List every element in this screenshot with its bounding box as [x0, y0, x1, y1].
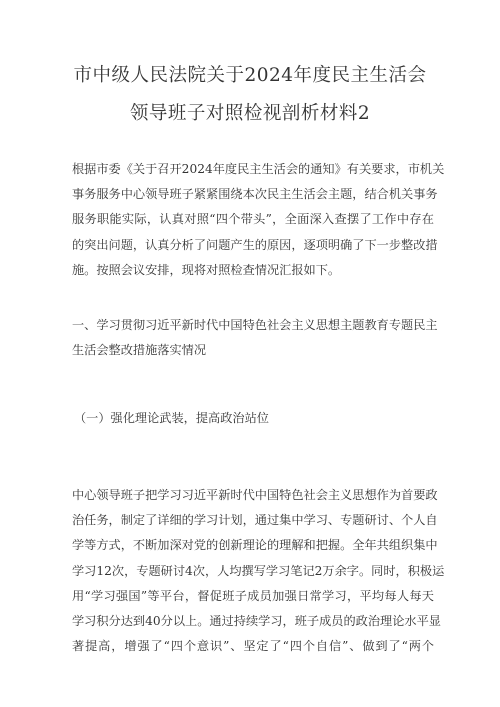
paragraph-line: 学等方式，不断加深对党的创新理论的理解和把握。全年共组织集中: [72, 538, 438, 553]
heading-line: （一）强化理论武装，提高政治站位: [74, 411, 269, 425]
heading-line: 一、学习贯彻习近平新时代中国特色社会主义思想主题教育专题民主: [72, 318, 438, 332]
subsection-heading-1: [74, 406, 436, 431]
paragraph-line: 根据市委《关于召开2024年度民主生活会的通知》有关要求，市机关: [72, 162, 445, 176]
paragraph-line: 治任务，制定了详细的学习计划，通过集中学习、专题研讨、个人自: [72, 513, 438, 528]
paragraph-line: 学习12次，专题研讨4次，人均撰写学习笔记2万余字。同时，积极运: [72, 563, 445, 578]
paragraph-line: 著提高，增强了“四个意识”、坚定了“四个自信”、做到了“两个: [72, 639, 434, 654]
intro-paragraph: [72, 157, 445, 283]
body-paragraph: [72, 483, 445, 659]
document-title-line-1: 市中级人民法院关于2024年度民主生活会: [73, 65, 427, 86]
paragraph-line: 学习积分达到40分以上。通过持续学习，班子成员的政治理论水平显: [72, 613, 441, 628]
document-title-line-2: 领导班子对照检视剖析材料2: [129, 103, 371, 124]
paragraph-line: 中心领导班子把学习习近平新时代中国特色社会主义思想作为首要政: [72, 488, 438, 502]
section-heading-1: [72, 313, 438, 363]
paragraph-line: 服务职能实际，认真对照“四个带头”，全面深入查摆了工作中存在: [72, 212, 434, 227]
paragraph-line: 事务服务中心领导班子紧紧围绕本次民主生活会主题，结合机关事务: [72, 187, 438, 202]
paragraph-line: 用“学习强国”等平台，督促班子成员加强日常学习，平均每人每天: [72, 588, 434, 603]
heading-line: 生活会整改措施落实情况: [72, 343, 207, 358]
paragraph-line: 施。按照会议安排，现将对照检查情况汇报如下。: [72, 262, 341, 277]
paragraph-line: 的突出问题，认真分析了问题产生的原因，逐项明确了下一步整改措: [72, 237, 438, 252]
